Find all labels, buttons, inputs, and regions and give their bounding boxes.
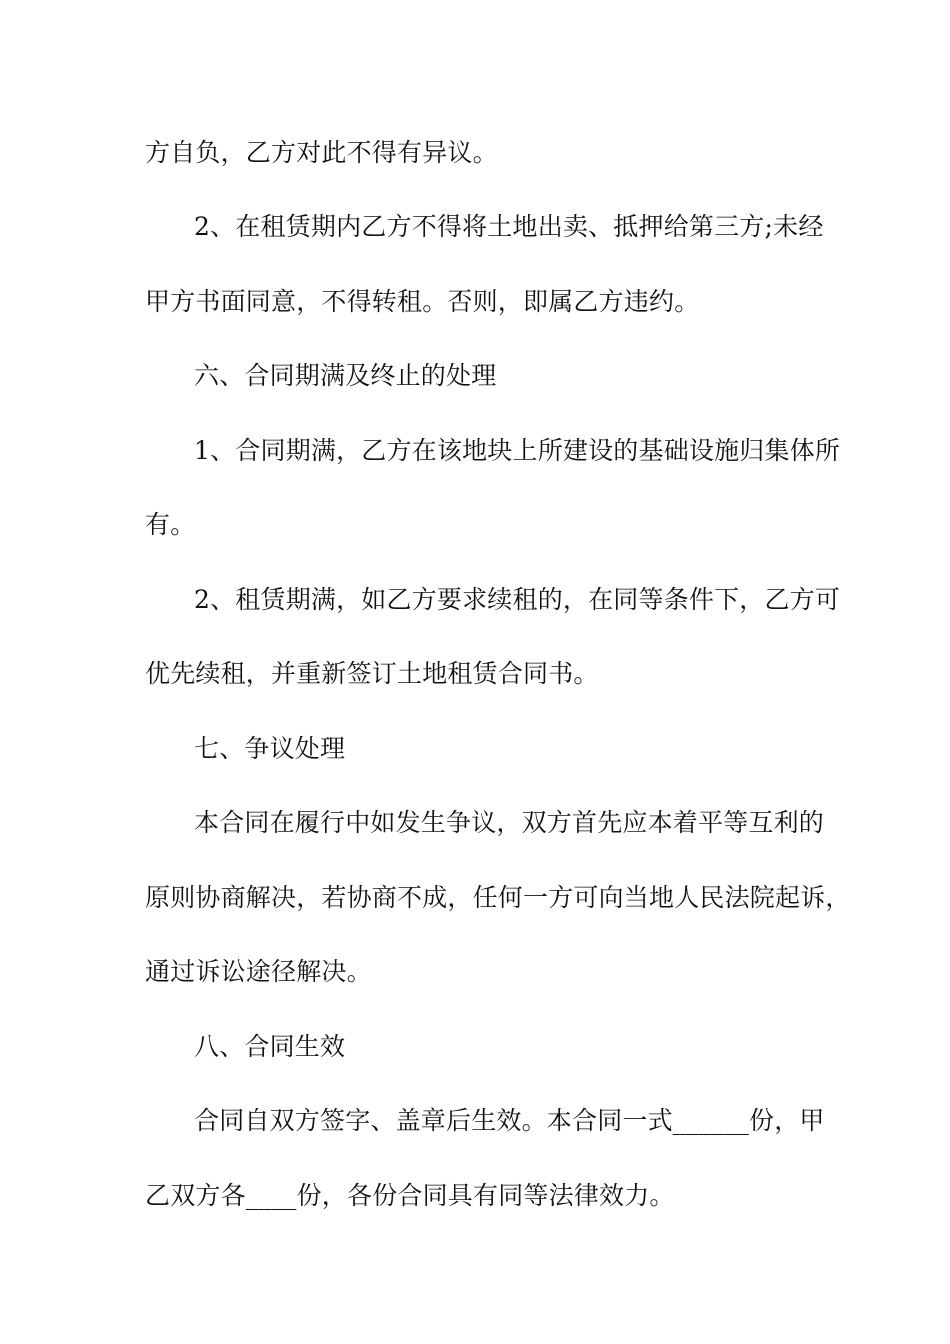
paragraph-line: 1、合同期满，乙方在该地块上所建设的基础设施归集体所 — [194, 436, 841, 465]
section-heading: 八、合同生效 — [194, 1032, 346, 1061]
paragraph-line: 优先续租，并重新签订土地租赁合同书。 — [145, 659, 599, 688]
section-heading: 六、合同期满及终止的处理 — [194, 361, 497, 390]
paragraph-line: 通过诉讼途径解决。 — [145, 957, 372, 986]
paragraph-line: 2、在租赁期内乙方不得将土地出卖、抵押给第三方;未经 — [194, 212, 824, 241]
paragraph-line: 有。 — [145, 510, 196, 539]
section-heading: 七、争议处理 — [194, 734, 346, 763]
paragraph-line: 原则协商解决，若协商不成，任何一方可向当地人民法院起诉， — [145, 883, 851, 912]
paragraph-line: 乙双方各____份，各份合同具有同等法律效力。 — [145, 1181, 675, 1210]
paragraph-line: 2、租赁期满，如乙方要求续租的，在同等条件下，乙方可 — [194, 585, 841, 614]
paragraph-line: 甲方书面同意，不得转租。否则，即属乙方违约。 — [145, 287, 700, 316]
paragraph-line: 合同自双方签字、盖章后生效。本合同一式______份，甲 — [194, 1106, 825, 1135]
paragraph-line: 方自负，乙方对此不得有异议。 — [145, 138, 498, 167]
paragraph-line: 本合同在履行中如发生争议，双方首先应本着平等互利的 — [194, 808, 825, 837]
